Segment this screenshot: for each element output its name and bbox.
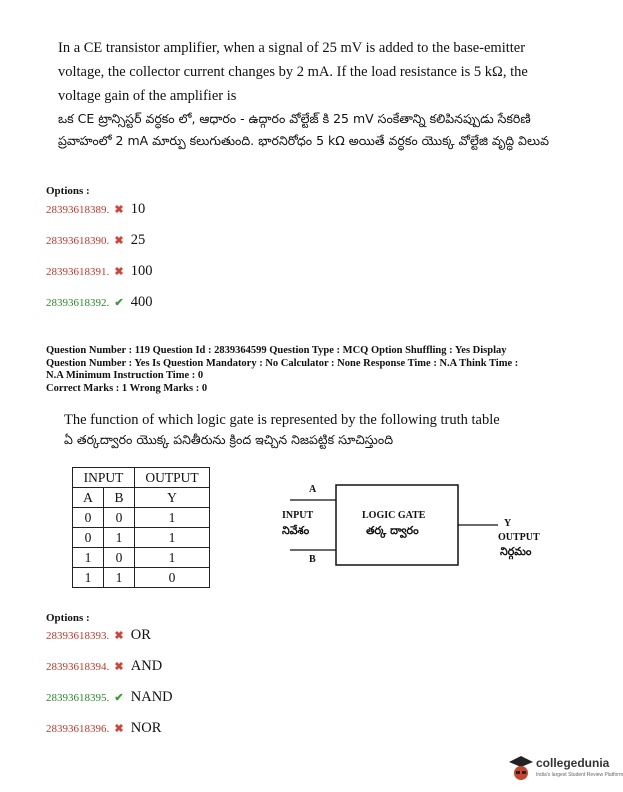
table-cell: 0: [104, 508, 135, 528]
table-cell: 0: [135, 568, 210, 588]
option-item[interactable]: [46, 720, 161, 737]
check-icon: ✔: [114, 297, 124, 309]
table-row: [73, 548, 210, 568]
option-id: 28393618392.: [46, 297, 110, 309]
option-value: NAND: [130, 689, 173, 705]
label-a: A: [309, 484, 317, 495]
input-label-telugu: నివేశం: [282, 524, 310, 537]
table-cell: 0: [73, 508, 104, 528]
question-2-text: [64, 410, 564, 450]
cross-icon: ✖: [114, 661, 124, 673]
option-item[interactable]: [46, 689, 173, 706]
col-a-header: A: [73, 488, 104, 508]
col-y-header: Y: [135, 488, 210, 508]
question-1-english: In a CE transistor amplifier, when a signal of 25 mV is added to the base-emitter voltage, the collector current changes by 2 mA. If the load resistance is 5 kΩ, the voltage gain of the amplifier is: [58, 40, 528, 104]
table-row: [73, 568, 210, 588]
option-id: 28393618391.: [46, 266, 110, 278]
meta-line: Question Number : Yes Is Question Mandatory : No Calculator : None Response Time : N.A Think Time :: [46, 357, 519, 369]
question-2-meta: [46, 345, 566, 395]
meta-line: Question Number : 119 Question Id : 2839364599 Question Type : MCQ Option Shuffling : Yes Display: [46, 345, 507, 356]
graduate-icon: [508, 754, 534, 784]
cross-icon: ✖: [114, 723, 124, 735]
option-value: NOR: [130, 720, 162, 736]
label-b: B: [309, 554, 316, 565]
meta-line: Correct Marks : 1 Wrong Marks : 0: [46, 382, 208, 394]
question-2-telugu: ఏ తర్కద్వారం యొక్క పనితీరును క్రింద ఇచ్చిన నిజపట్టిక సూచిస్తుంది: [64, 432, 394, 447]
table-cell: 1: [135, 528, 210, 548]
cross-icon: ✖: [114, 204, 124, 216]
option-value: 400: [130, 294, 153, 310]
table-cell: 1: [73, 568, 104, 588]
check-icon: ✔: [114, 692, 124, 704]
option-item[interactable]: [46, 232, 145, 249]
question-1-text: [58, 36, 558, 152]
option-item[interactable]: [46, 294, 153, 311]
option-id: 28393618390.: [46, 235, 110, 247]
table-cell: 1: [135, 548, 210, 568]
table-row: [73, 528, 210, 548]
logo-tagline: India's largest Student Review Platform: [536, 772, 623, 778]
option-item[interactable]: [46, 201, 145, 218]
option-value: 25: [130, 232, 146, 248]
cross-icon: ✖: [114, 266, 124, 278]
option-item[interactable]: [46, 627, 151, 644]
option-item[interactable]: [46, 658, 162, 675]
option-value: OR: [130, 627, 151, 643]
output-label-telugu: నిర్గమం: [500, 545, 532, 558]
gate-label-telugu: తర్క ద్వారం: [366, 524, 419, 537]
table-cell: 0: [104, 548, 135, 568]
input-label: INPUT: [282, 510, 314, 521]
table-cell: 1: [104, 528, 135, 548]
question-1-telugu: ఒక CE ట్రాన్సిస్టర్ వర్ధకం లో, ఆధారం - ఉద్గారం వోల్టేజ్ కి 25 mV సంకేతాన్ని కలిపినప్పుడు సేకరిణి ప్రవాహంలో 2 mA మార్పు కలుగుతుంది. భారనిరోధం 5 kΩ అయితే వర్ధకం యొక్క వోల్టేజి వృద్ధి విలువ: [58, 111, 550, 148]
options-label-2: Options :: [46, 612, 90, 624]
table-row: [73, 508, 210, 528]
col-b-header: B: [104, 488, 135, 508]
option-item[interactable]: [46, 263, 153, 280]
option-id: 28393618389.: [46, 204, 110, 216]
table-cell: 1: [104, 568, 135, 588]
input-header: INPUT: [73, 468, 135, 488]
logic-gate-diagram: [280, 480, 580, 590]
option-id: 28393618393.: [46, 630, 110, 642]
option-id: 28393618394.: [46, 661, 110, 673]
truth-table: [72, 467, 210, 588]
table-cell: 0: [73, 528, 104, 548]
option-id: 28393618395.: [46, 692, 110, 704]
options-label-1: Options :: [46, 185, 90, 197]
gate-label: LOGIC GATE: [362, 510, 426, 521]
question-2-english: The function of which logic gate is represented by the following truth table: [64, 412, 500, 428]
option-value: 100: [130, 263, 153, 279]
output-label: OUTPUT: [498, 532, 540, 543]
cross-icon: ✖: [114, 630, 124, 642]
cross-icon: ✖: [114, 235, 124, 247]
label-y: Y: [504, 518, 512, 529]
table-cell: 1: [73, 548, 104, 568]
option-value: AND: [130, 658, 163, 674]
meta-line: N.A Minimum Instruction Time : 0: [46, 370, 204, 381]
output-header: OUTPUT: [135, 468, 210, 488]
option-id: 28393618396.: [46, 723, 110, 735]
collegedunia-logo[interactable]: [508, 752, 623, 788]
table-cell: 1: [135, 508, 210, 528]
logo-name: collegedunia: [536, 756, 610, 770]
option-value: 10: [130, 201, 146, 217]
